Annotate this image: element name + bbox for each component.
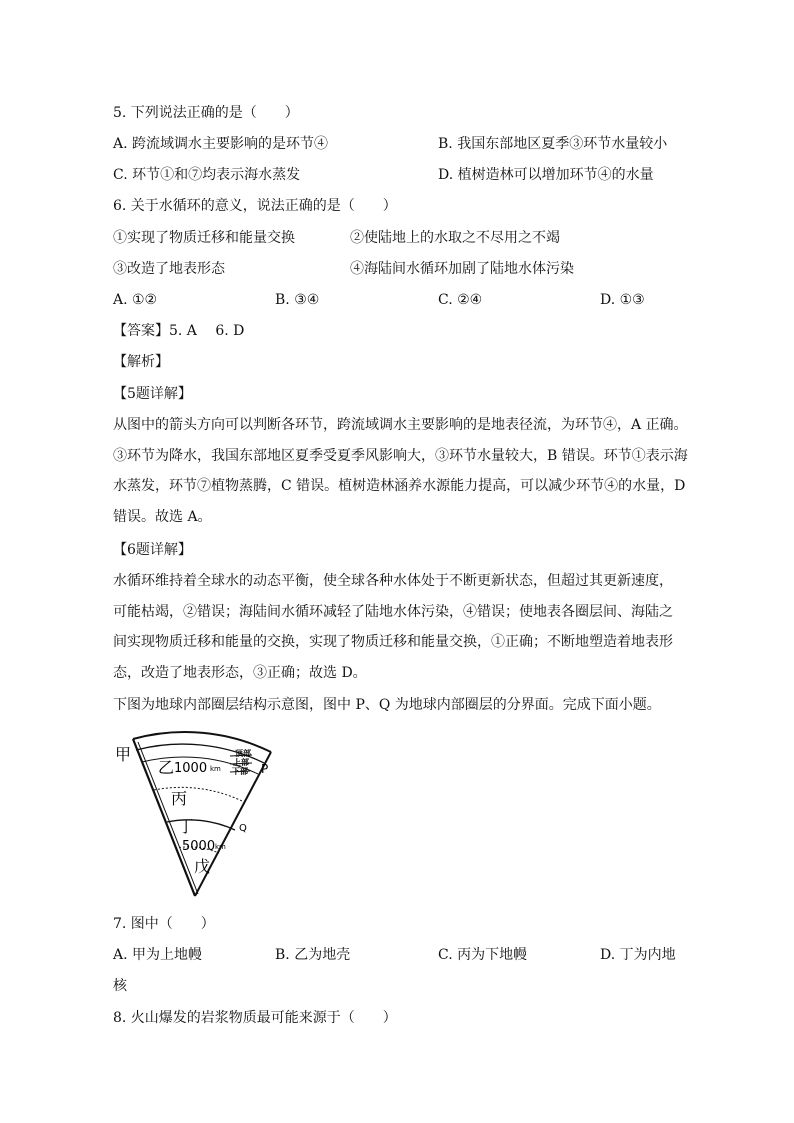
earth-interior-diagram: [112, 722, 312, 912]
q5-option-d[interactable]: D. 植树造林可以增加环节④的水量: [438, 167, 654, 183]
detail-6-line: 间实现物质迁移和能量的交换，实现了物质迁移和能量交换，①正确；不断地塑造着地表形: [113, 634, 673, 650]
label-bing: 丙: [171, 789, 188, 808]
label-upper: 上部: [233, 758, 249, 767]
detail-5-header: 【5题详解】: [113, 386, 192, 402]
q5-option-a[interactable]: A. 跨流域调水主要影响的是环节④: [113, 136, 329, 152]
q7-option-d[interactable]: D. 丁为内地: [600, 947, 676, 963]
label-top: 顶部: [235, 749, 251, 758]
q5-option-b[interactable]: B. 我国东部地区夏季③环节水量较小: [438, 136, 668, 152]
q7-option-d-wrap: 核: [113, 978, 127, 994]
detail-5-text: [113, 410, 688, 532]
q6-option-b[interactable]: B. ③④: [275, 292, 320, 308]
q6-statement-1: ①实现了物质迁移和能量交换: [113, 230, 295, 246]
label-depth-1000: 1000: [174, 761, 208, 776]
label-jia: 甲: [115, 745, 132, 764]
q6-option-c[interactable]: C. ②④: [438, 292, 483, 308]
detail-6-text: [113, 566, 685, 688]
detail-5-line: ③环节为降水，我国东部地区夏季受夏季风影响大，③环节水量较大，B 错误。环节①表示海: [113, 447, 688, 464]
q6-stem: 6. 关于水循环的意义，说法正确的是（ ）: [113, 198, 397, 214]
q5-stem: 5. 下列说法正确的是（ ）: [113, 105, 299, 121]
label-lower: 下部: [232, 767, 248, 776]
q7-option-b[interactable]: B. 乙为地壳: [275, 947, 351, 963]
detail-6-line: 态，改造了地表形态，③正确；故选 D。: [113, 664, 367, 681]
label-km-2: km: [215, 843, 226, 851]
q6-option-a[interactable]: A. ①②: [113, 292, 158, 308]
answer-line: 【答案】5. A 6. D: [113, 323, 245, 339]
detail-6-line: 水循环维持着全球水的动态平衡，使全球各种水体处于不断更新状态，但超过其更新速度，: [113, 573, 673, 589]
detail-5-line: 从图中的箭头方向可以判断各环节，跨流域调水主要影响的是地表径流，为环节④，A 正确。: [113, 417, 688, 433]
label-p: P: [261, 762, 269, 776]
q7-option-c[interactable]: C. 丙为下地幔: [438, 947, 528, 963]
q5-option-c[interactable]: C. 环节①和⑦均表示海水蒸发: [113, 167, 301, 183]
q8-stem: 8. 火山爆发的岩浆物质最可能来源于（ ）: [113, 1010, 397, 1026]
detail-6-header: 【6题详解】: [113, 542, 192, 558]
q6-option-d[interactable]: D. ①③: [600, 292, 645, 308]
label-ding: 丁: [178, 817, 195, 836]
label-q: Q: [239, 823, 247, 834]
q6-statement-3: ③改造了地表形态: [113, 261, 225, 277]
label-wu: 戊: [194, 857, 211, 876]
detail-5-line: 错误。故选 A。: [113, 508, 212, 525]
label-depth-5000: 5000: [182, 839, 216, 854]
figure-intro: 下图为地球内部圈层结构示意图，图中 P、Q 为地球内部圈层的分界面。完成下面小题。: [113, 697, 661, 713]
q7-option-a[interactable]: A. 甲为上地幔: [113, 947, 203, 963]
label-yi: 乙: [158, 758, 175, 777]
q6-statement-2: ②使陆地上的水取之不尽用之不竭: [350, 230, 560, 246]
q7-stem: 7. 图中（ ）: [113, 916, 215, 932]
boundary-1000km: [154, 787, 242, 801]
analysis-header: 【解析】: [113, 354, 169, 370]
detail-6-line: 可能枯竭，②错误；海陆间水循环减轻了陆地水体污染，④错误；使地表各圈层间、海陆之: [113, 603, 673, 620]
q6-statement-4: ④海陆间水循环加剧了陆地水体污染: [350, 261, 574, 277]
label-km-1: km: [210, 765, 221, 773]
detail-5-line: 水蒸发，环节⑦植物蒸腾，C 错误。植树造林涵养水源能力提高，可以减少环节④的水量，D: [113, 478, 686, 494]
